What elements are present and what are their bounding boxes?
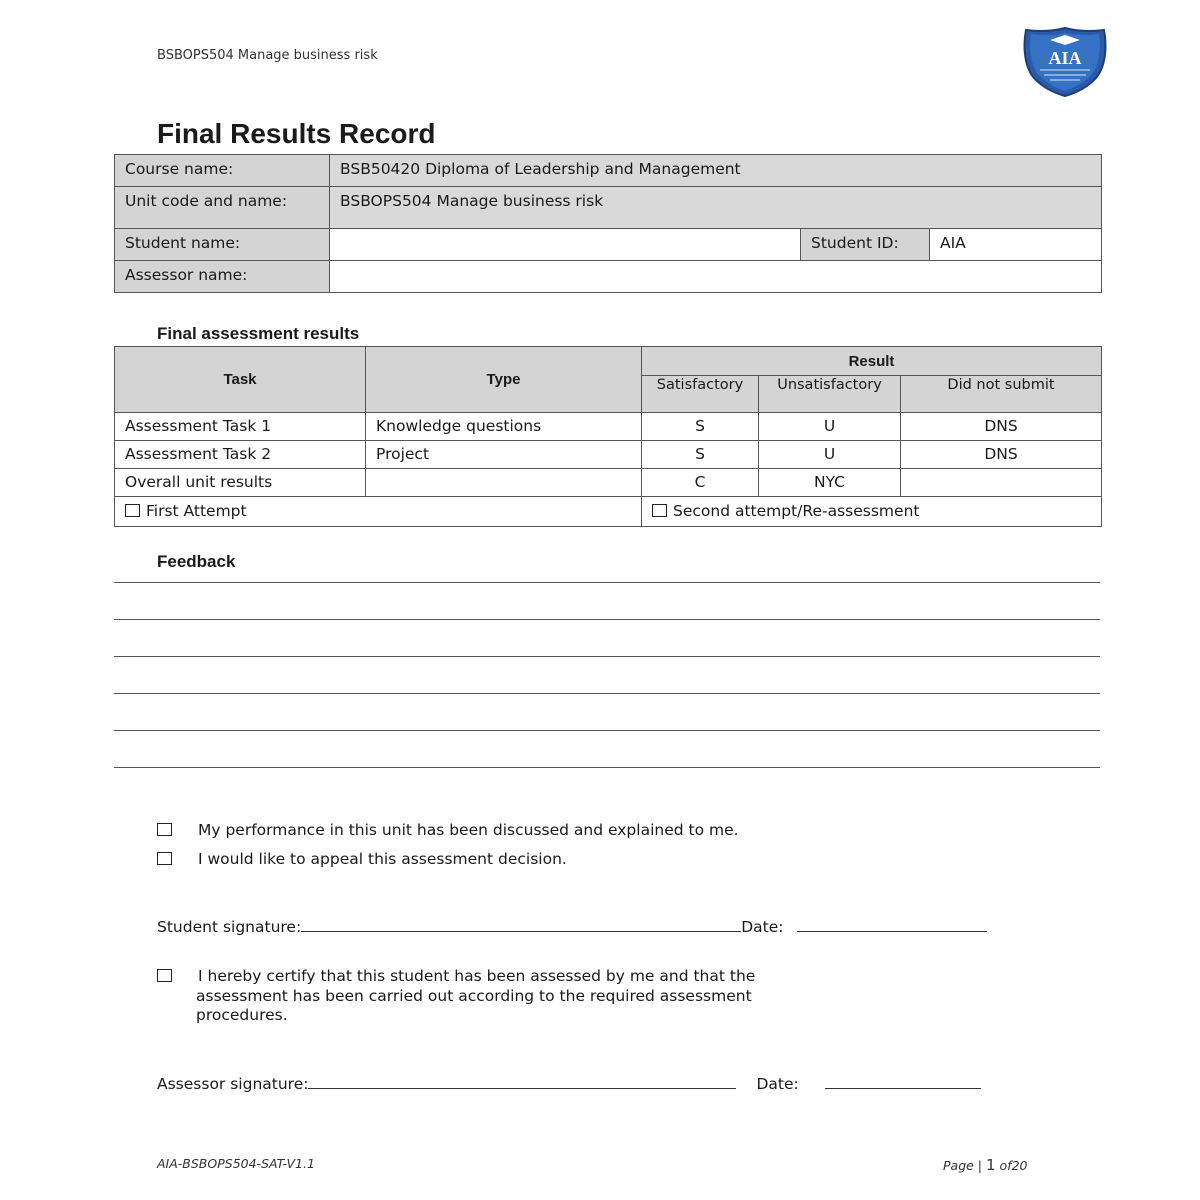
- course-value: BSB50420 Diploma of Leadership and Management: [330, 155, 1102, 187]
- assessor-date-field[interactable]: [825, 1074, 981, 1089]
- student-signature-field[interactable]: [301, 917, 741, 932]
- table-row: [115, 441, 1102, 469]
- col-unsatisfactory: Unsatisfactory: [759, 376, 901, 413]
- student-row: [115, 229, 1102, 261]
- assessor-label: Assessor name:: [115, 261, 330, 293]
- dns-cell[interactable]: [901, 469, 1102, 497]
- course-label: Course name:: [115, 155, 330, 187]
- assessor-name-field[interactable]: [330, 261, 1102, 293]
- dns-cell[interactable]: DNS: [901, 413, 1102, 441]
- assessor-signature-field[interactable]: [308, 1074, 736, 1089]
- first-attempt-option[interactable]: [115, 497, 642, 527]
- first-attempt-checkbox[interactable]: [125, 504, 140, 517]
- assessor-date-label: Date:: [756, 1075, 799, 1093]
- table-row: [115, 469, 1102, 497]
- appeal-declaration: [157, 850, 567, 868]
- discussed-text: My performance in this unit has been discussed and explained to me.: [198, 821, 739, 839]
- task-cell: Overall unit results: [115, 469, 366, 497]
- feedback-line[interactable]: [114, 693, 1100, 694]
- student-label: Student name:: [115, 229, 330, 261]
- unsat-cell[interactable]: U: [759, 413, 901, 441]
- sat-cell[interactable]: C: [642, 469, 759, 497]
- sat-cell[interactable]: S: [642, 441, 759, 469]
- results-heading: Final assessment results: [157, 324, 360, 343]
- certify-text-line-3: procedures.: [196, 1006, 288, 1024]
- type-cell: [366, 469, 642, 497]
- running-header: BSBOPS504 Manage business risk: [157, 48, 378, 63]
- second-attempt-option[interactable]: [642, 497, 1102, 527]
- student-date-field[interactable]: [797, 917, 987, 932]
- of-word: of: [999, 1158, 1012, 1173]
- assessor-row: [115, 261, 1102, 293]
- type-cell: Knowledge questions: [366, 413, 642, 441]
- col-type: Type: [366, 347, 642, 413]
- dns-cell[interactable]: DNS: [901, 441, 1102, 469]
- second-attempt-label: Second attempt/Re-assessment: [673, 502, 920, 520]
- appeal-checkbox[interactable]: [157, 852, 172, 865]
- second-attempt-checkbox[interactable]: [652, 504, 667, 517]
- feedback-line[interactable]: [114, 582, 1100, 583]
- col-result: Result: [642, 347, 1102, 376]
- current-page: 1: [986, 1156, 996, 1174]
- page-number: [943, 1156, 1028, 1174]
- feedback-line[interactable]: [114, 619, 1100, 620]
- feedback-line[interactable]: [114, 730, 1100, 731]
- unsat-cell[interactable]: U: [759, 441, 901, 469]
- assessor-signature-row: [157, 1074, 981, 1093]
- discussed-declaration: [157, 821, 739, 839]
- type-cell: Project: [366, 441, 642, 469]
- attempt-row: [115, 497, 1102, 527]
- first-attempt-label: First Attempt: [146, 502, 247, 520]
- sat-cell[interactable]: S: [642, 413, 759, 441]
- col-satisfactory: Satisfactory: [642, 376, 759, 413]
- details-table: [114, 154, 1102, 293]
- feedback-line[interactable]: [114, 767, 1100, 768]
- student-id-field[interactable]: AIA: [930, 229, 1102, 261]
- student-signature-row: [157, 917, 987, 936]
- page-title: Final Results Record: [157, 118, 436, 149]
- certify-declaration: [157, 967, 755, 1026]
- student-date-label: Date:: [741, 918, 784, 936]
- certify-checkbox[interactable]: [157, 969, 172, 982]
- task-cell: Assessment Task 1: [115, 413, 366, 441]
- assessor-signature-label: Assessor signature:: [157, 1075, 309, 1093]
- col-task: Task: [115, 347, 366, 413]
- unit-row: [115, 187, 1102, 229]
- col-did-not-submit: Did not submit: [901, 376, 1102, 413]
- feedback-heading: Feedback: [157, 552, 236, 571]
- results-table: [114, 346, 1102, 527]
- student-id-label: Student ID:: [801, 229, 930, 261]
- certify-text-line-2: assessment has been carried out according to the required assessment: [196, 986, 752, 1005]
- feedback-line[interactable]: [114, 656, 1100, 657]
- student-name-field[interactable]: [330, 229, 801, 261]
- course-row: [115, 155, 1102, 187]
- unsat-cell[interactable]: NYC: [759, 469, 901, 497]
- aia-logo: [1020, 26, 1110, 98]
- logo-text: AIA: [1048, 48, 1082, 68]
- certify-text-line-1: I hereby certify that this student has been assessed by me and that the: [198, 967, 756, 985]
- discussed-checkbox[interactable]: [157, 823, 172, 836]
- table-row: [115, 413, 1102, 441]
- task-cell: Assessment Task 2: [115, 441, 366, 469]
- total-pages: 20: [1011, 1158, 1028, 1173]
- unit-label: Unit code and name:: [115, 187, 330, 229]
- appeal-text: I would like to appeal this assessment decision.: [198, 850, 567, 868]
- document-code: AIA-BSBOPS504-SAT-V1.1: [157, 1156, 315, 1171]
- unit-value: BSBOPS504 Manage business risk: [330, 187, 1102, 229]
- page-word: Page |: [943, 1158, 983, 1173]
- student-signature-label: Student signature:: [157, 918, 302, 936]
